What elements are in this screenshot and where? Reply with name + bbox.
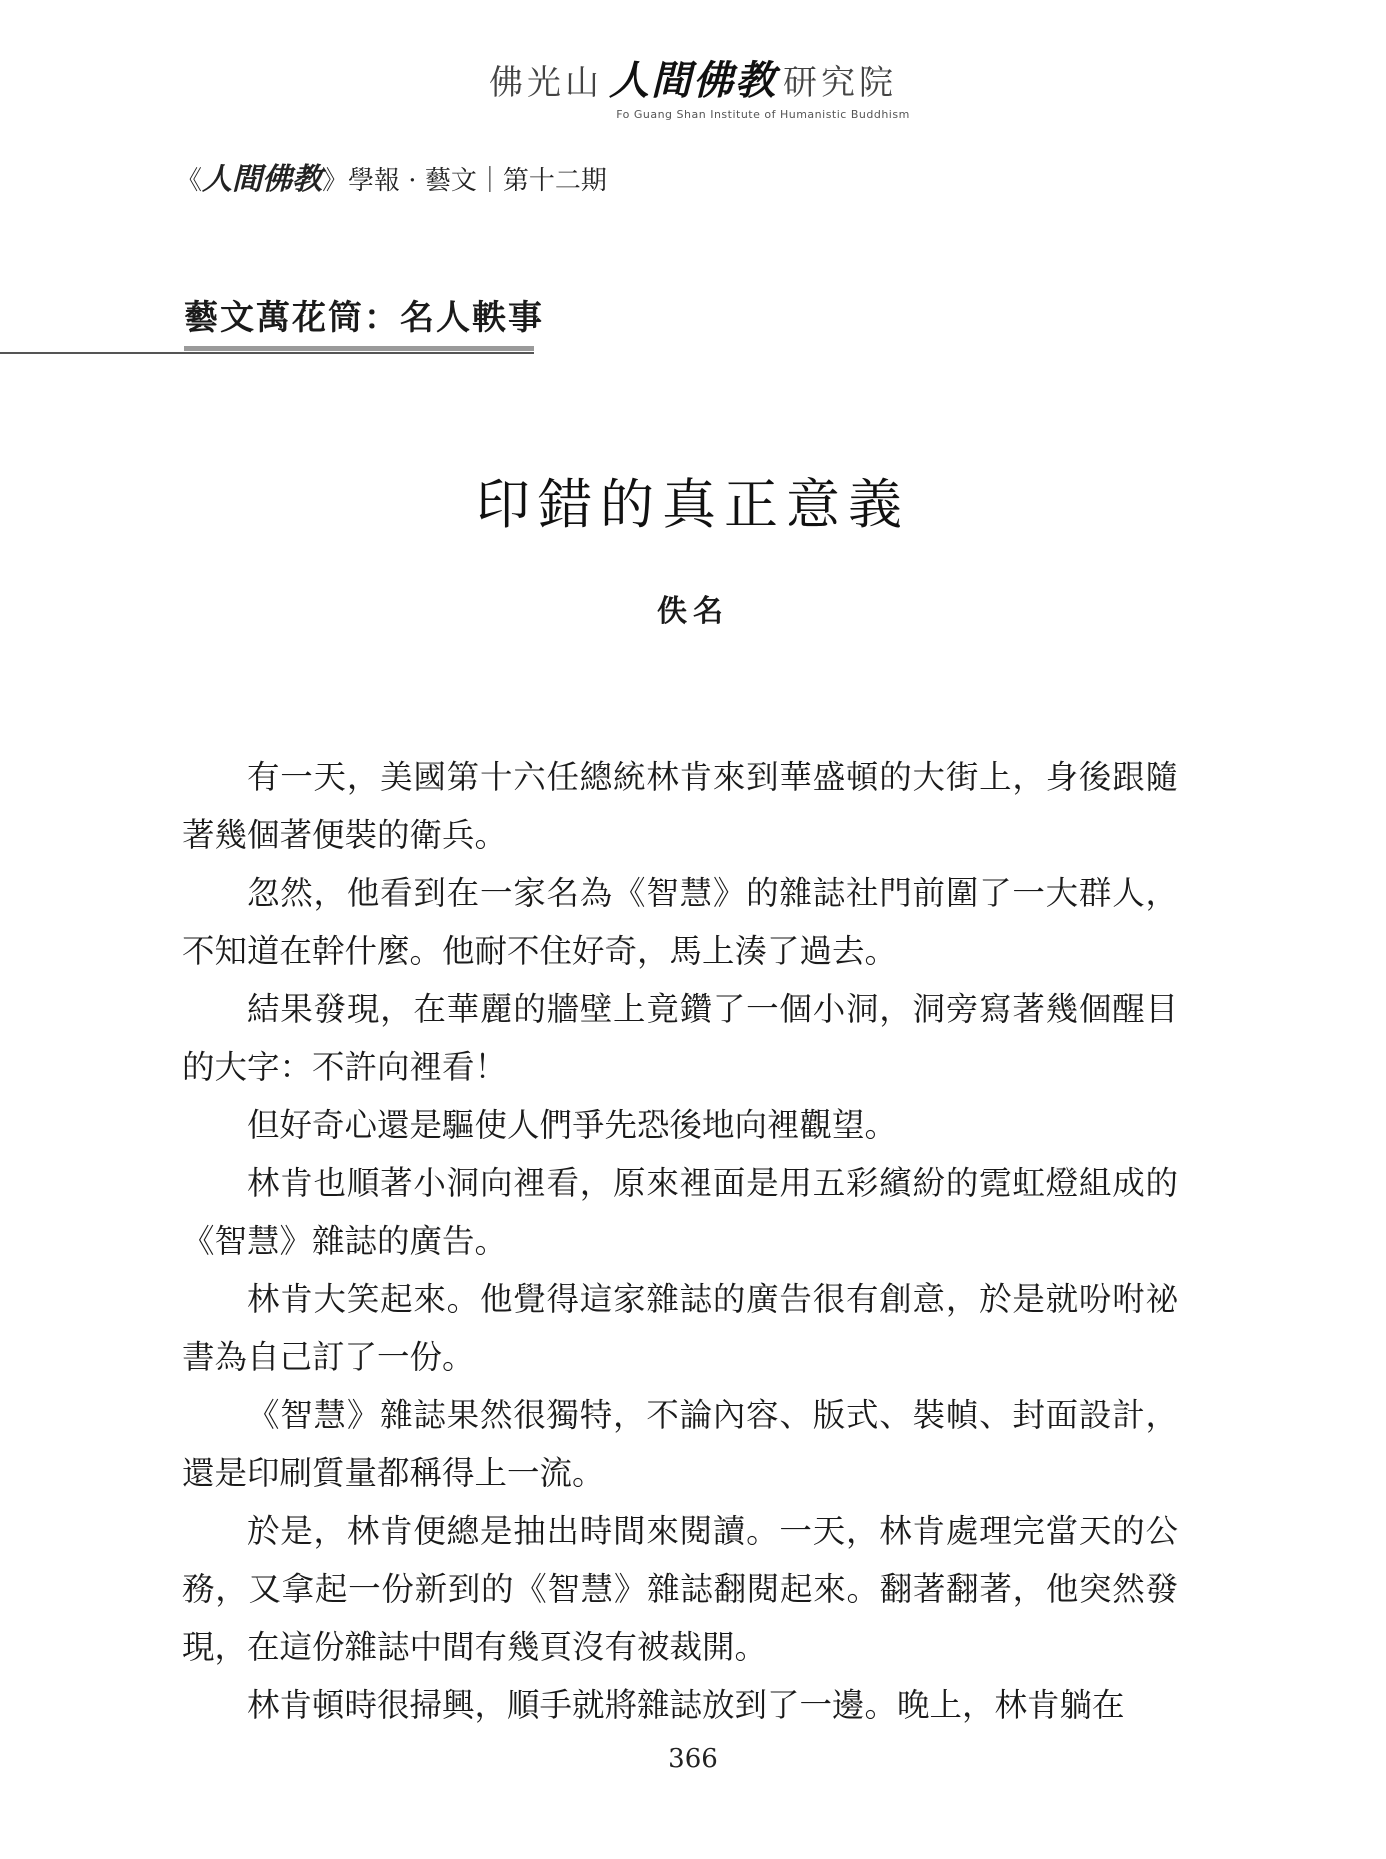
article-title: 印錯的真正意義 (476, 473, 910, 536)
institute-english-name: Fo Guang Shan Institute of Humanistic Buddhism (616, 108, 910, 121)
section-underline (184, 346, 534, 351)
paragraph: 林肯大笑起來。他覺得這家雜誌的廣告很有創意，於是就吩咐祕書為自己訂了一份。 (182, 1280, 1178, 1376)
paragraph: 於是，林肯便總是抽出時間來閱讀。一天，林肯處理完當天的公務，又拿起一份新到的《智慧》雜誌翻閱起來。翻著翻著，他突然發現，在這份雜誌中間有幾頁沒有被裁開。 (182, 1512, 1178, 1666)
paragraph: 《智慧》雜誌果然很獨特，不論內容、版式、裝幀、封面設計，還是印刷質量都稱得上一流。 (182, 1396, 1178, 1492)
article-body (182, 748, 1178, 1734)
journal-open-bracket: 《 (176, 166, 203, 196)
journal-running-head (176, 162, 607, 199)
paragraph: 結果發現，在華麗的牆壁上竟鑽了一個小洞，洞旁寫著幾個醒目的大字：不許向裡看！ (182, 990, 1178, 1086)
journal-issue: 學報 · 藝文｜第十二期 (348, 166, 607, 196)
institute-name (0, 58, 1386, 106)
page-number: 366 (668, 1744, 718, 1774)
journal-close-bracket: 》 (322, 166, 349, 196)
section-title: 藝文萬花筒：名人軼事 (184, 298, 544, 338)
institute-header (0, 58, 1386, 121)
paragraph: 有一天，美國第十六任總統林肯來到華盛頓的大街上，身後跟隨著幾個著便裝的衛兵。 (182, 758, 1178, 854)
article-author: 佚名 (657, 594, 729, 629)
institute-highlight: 人間佛教 (609, 57, 777, 104)
paragraph: 林肯也順著小洞向裡看，原來裡面是用五彩繽紛的霓虹燈組成的《智慧》雜誌的廣告。 (182, 1164, 1178, 1260)
section-rule (0, 352, 534, 354)
paragraph: 林肯頓時很掃興，順手就將雜誌放到了一邊。晚上，林肯躺在 (247, 1686, 1125, 1724)
paragraph: 忽然，他看到在一家名為《智慧》的雜誌社門前圍了一大群人，不知道在幹什麼。他耐不住好奇，馬上湊了過去。 (182, 874, 1178, 970)
journal-name: 人間佛教 (202, 162, 323, 197)
institute-prefix: 佛光山 (489, 63, 603, 103)
paragraph: 但好奇心還是驅使人們爭先恐後地向裡觀望。 (247, 1106, 898, 1144)
institute-suffix: 研究院 (783, 63, 897, 103)
